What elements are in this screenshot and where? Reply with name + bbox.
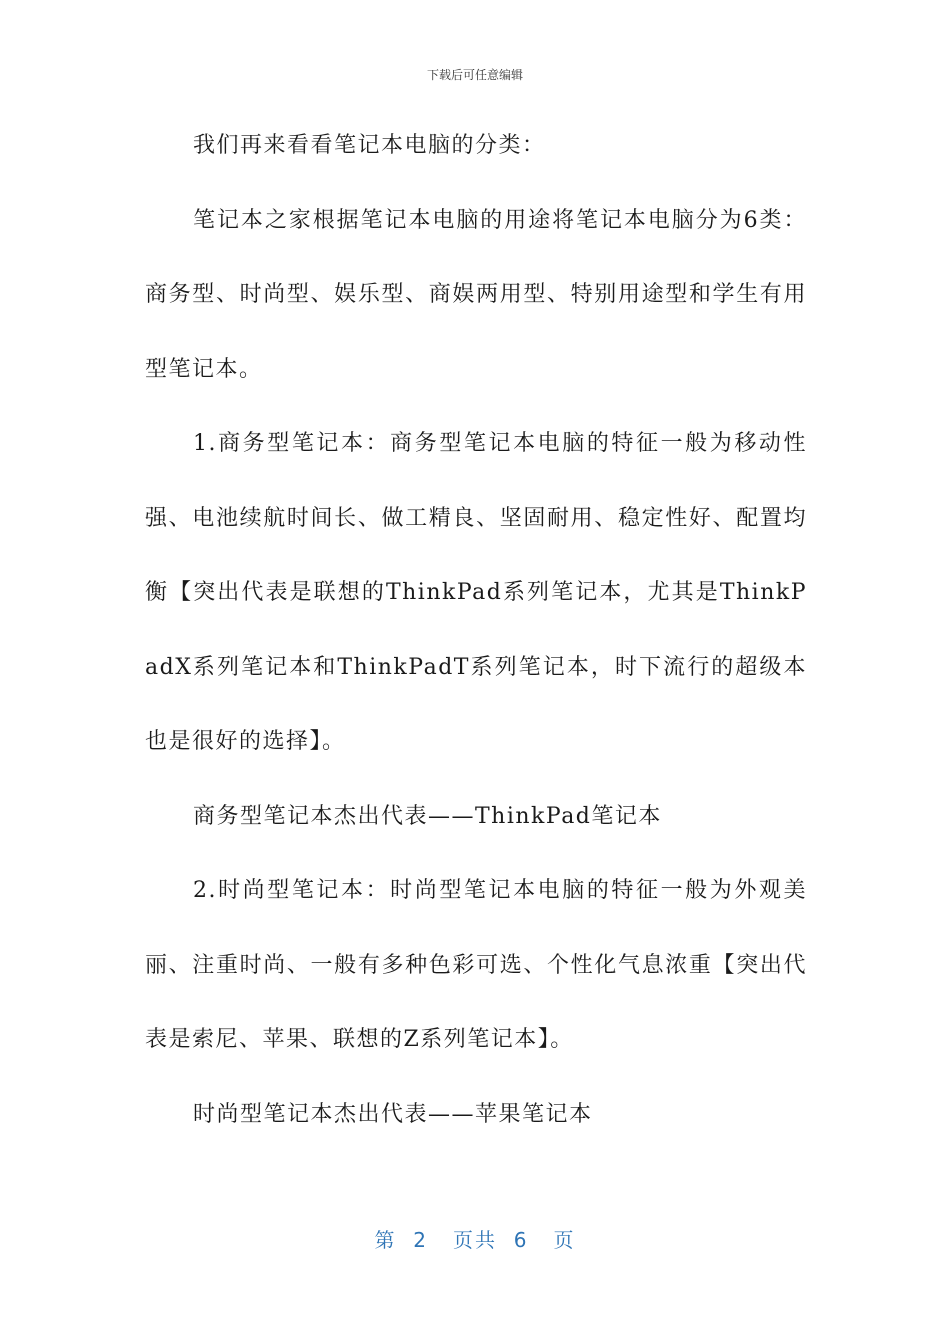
paragraph-business-laptop: 1.商务型笔记本：商务型笔记本电脑的特征一般为移动性强、电池续航时间长、做工精良、坚固耐用、稳定性好、配置均衡【突出代表是联想的ThinkPad系列笔记本，尤其是ThinkPadX系列笔记本和ThinkPadT系列笔记本，时下流行的超级本也是很好的选择】。 [145,431,807,754]
footer-current-page: 2 [413,1228,428,1252]
page-footer [0,1224,950,1253]
footer-total-pages: 6 [513,1228,529,1252]
footer-middle: 页共 [453,1228,497,1252]
document-body [145,109,807,1152]
paragraph-fashion-laptop: 2.时尚型笔记本：时尚型笔记本电脑的特征一般为外观美丽、注重时尚、一般有多种色彩可选、个性化气息浓重【突出代表是索尼、苹果、联想的Z系列笔记本】。 [145,878,807,1052]
caption-business-representative: 商务型笔记本杰出代表——ThinkPad笔记本 [193,803,662,829]
footer-prefix: 第 [374,1228,397,1252]
paragraph-categories: 笔记本之家根据笔记本电脑的用途将笔记本电脑分为6类：商务型、时尚型、娱乐型、商娱两用型、特别用途型和学生有用型笔记本。 [145,207,807,382]
footer-suffix: 页 [553,1228,576,1252]
page-header-note: 下载后可任意编辑 [426,68,523,82]
caption-fashion-representative: 时尚型笔记本杰出代表——苹果笔记本 [193,1101,593,1127]
paragraph-intro: 我们再来看看笔记本电脑的分类： [193,133,546,158]
